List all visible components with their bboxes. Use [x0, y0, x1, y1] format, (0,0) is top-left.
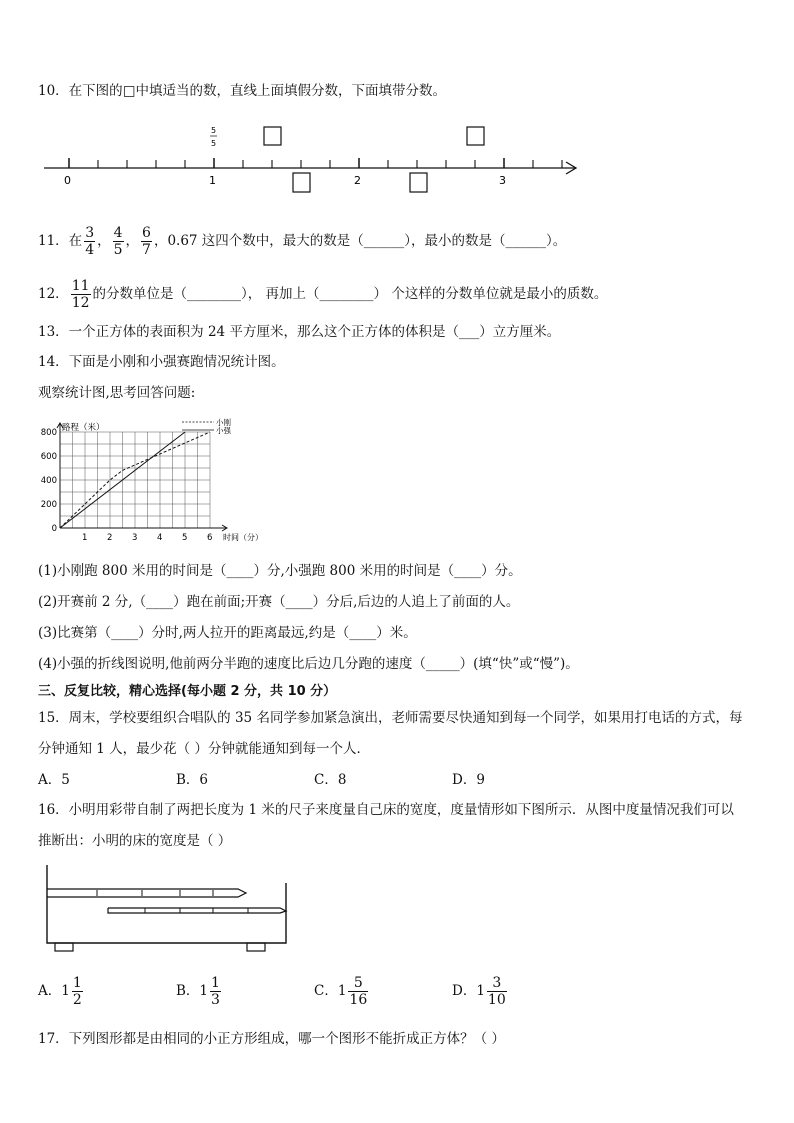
q16-option-d[interactable]: D．1 $\frac{3}{10}$	[452, 975, 506, 1008]
axis-label-2: 2	[354, 174, 361, 187]
q16-option-b[interactable]: B．1 $\frac{1}{3}$	[176, 975, 220, 1008]
q10-text: 10．在下图的□中填适当的数，直线上面填假分数，下面填带分数。	[38, 83, 446, 99]
q15-option-b[interactable]: B．6	[176, 772, 209, 788]
q12-text: 12． $\frac{11}{12}$ 的分数单位是（________）， 再加上（________） 个这样的分数单位就是最小的质数。	[38, 278, 608, 311]
q14-sub-4: (4)小强的折线图说明,他前两分半跑的速度比后边几分跑的速度（_____）(填“快”或“慢”)。	[38, 656, 579, 672]
number-line	[40, 120, 590, 200]
q14-sub-2: (2)开赛前 2 分,（____）跑在前面;开赛（____）分后,后边的人追上了前面的人。	[38, 594, 520, 610]
bed-ruler-figure	[40, 862, 290, 954]
axis-label-0: 0	[64, 174, 71, 187]
q14-intro: 观察统计图,思考回答问题:	[38, 385, 196, 401]
q16-option-a[interactable]: A．1 $\frac{1}{2}$	[38, 975, 82, 1008]
q15-option-c[interactable]: C．8	[314, 772, 347, 788]
q15-option-a[interactable]: A．5	[38, 772, 70, 788]
x-axis-label: 时间（分）	[223, 533, 263, 542]
x-tick-label: 3	[132, 533, 138, 543]
q15-option-d[interactable]: D．9	[452, 772, 485, 788]
answer-box-below-1[interactable]	[293, 173, 310, 192]
y-tick-label: 200	[40, 500, 57, 510]
q15-line-1: 15．周末，学校要组织合唱队的 35 名同学参加紧急演出，老师需要尽快通知到每一个同学，如果用打电话的方式，每	[38, 710, 743, 726]
q14-sub-1: (1)小刚跑 800 米用的时间是（____）分,小强跑 800 米用的时间是（____）分。	[38, 563, 522, 579]
q13-text: 13．一个正方体的表面积为 24 平方厘米，那么这个正方体的体积是（___）立方厘米。	[38, 324, 561, 340]
y-tick-label: 0	[51, 524, 57, 534]
x-tick-label: 6	[207, 533, 213, 543]
q15-line-2: 分钟通知 1 人，最少花（ ）分钟就能通知到每一个人．	[38, 741, 370, 757]
y-tick-label: 400	[40, 476, 57, 486]
legend-label-1: 小强	[216, 426, 231, 435]
q17-text: 17．下列图形都是由相同的小正方形组成，哪一个图形不能折成正方体？（ ）	[38, 1031, 505, 1047]
answer-box-above-2[interactable]	[467, 127, 484, 145]
x-tick-label: 1	[82, 533, 88, 543]
y-tick-label: 600	[40, 452, 57, 462]
q11-text: 11．在 $\frac{3}{4}$ ， $\frac{4}{5}$ ， $\frac{6}{7}$ ，0.67 这四个数中，最大的数是（______），最小的数是（______）。	[38, 225, 567, 258]
section-3-heading: 三、反复比较，精心选择(每小题 2 分，共 10 分）	[38, 684, 337, 699]
q16-line-2: 推断出：小明的床的宽度是（ ）	[38, 833, 232, 849]
fraction-numerator: 5	[211, 126, 217, 135]
axis-label-3: 3	[499, 174, 506, 187]
y-axis-label: 路程（米）	[62, 423, 105, 433]
answer-box-above-1[interactable]	[264, 127, 281, 145]
q16-line-1: 16．小明用彩带自制了两把长度为 1 米的尺子来度量自己床的宽度，度量情形如下图所示．从图中度量情况我们可以	[38, 802, 734, 818]
y-tick-label: 800	[40, 428, 57, 438]
axis-label-1: 1	[209, 174, 216, 187]
fraction-denominator: 5	[211, 139, 217, 148]
answer-box-below-2[interactable]	[410, 173, 427, 192]
q14-sub-3: (3)比赛第（____）分时,两人拉开的距离最远,约是（____）米。	[38, 625, 417, 641]
x-tick-label: 2	[107, 533, 113, 543]
x-tick-label: 4	[157, 533, 163, 543]
legend-label-0: 小刚	[216, 418, 231, 427]
race-line-chart	[34, 415, 284, 547]
q14-title: 14．下面是小刚和小强赛跑情况统计图。	[38, 354, 285, 370]
q16-option-c[interactable]: C．1 $\frac{5}{16}$	[314, 975, 368, 1008]
x-tick-label: 5	[182, 533, 188, 543]
